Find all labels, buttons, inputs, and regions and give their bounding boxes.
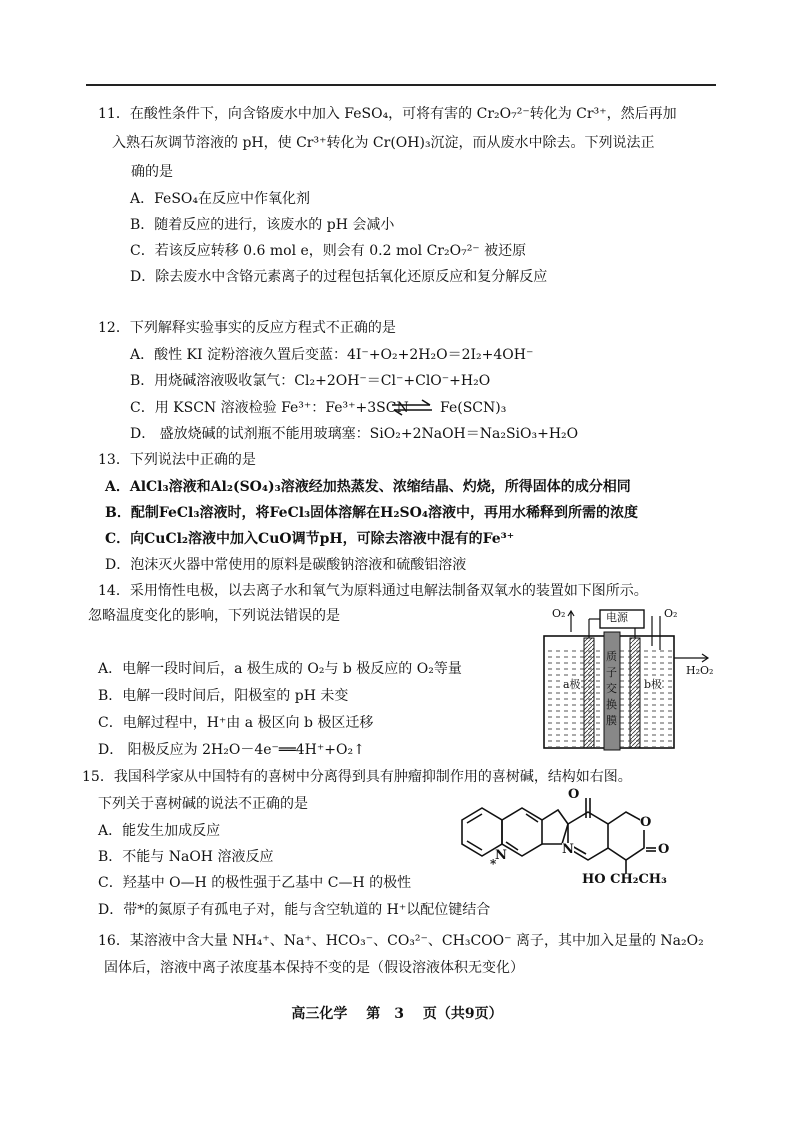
q11-stem-line1: 11．在酸性条件下，向含铬废水中加入 FeSO₄，可将有害的 Cr₂O₇²⁻转化为 Cr³⁺，然后再加: [98, 106, 677, 122]
q12-option-a: A．酸性 KI 淀粉溶液久置后变蓝：4I⁻+O₂+2H₂O＝2I₂+4OH⁻: [130, 347, 534, 363]
q12-option-d: D． 盛放烧碱的试剂瓶不能用玻璃塞：SiO₂+2NaOH＝Na₂SiO₃+H₂O: [130, 426, 579, 442]
structure-n-star: N: [495, 848, 507, 863]
q15-stem-line1: 15．我国科学家从中国特有的喜树中分离得到具有肿瘤抑制作用的喜树碱，结构如右图。: [82, 769, 632, 785]
structure-o-top: O: [568, 787, 580, 802]
membrane-char-3: 交: [606, 682, 617, 695]
b-pole-label: b极: [644, 678, 663, 691]
q13-stem: 13．下列说法中正确的是: [98, 452, 256, 468]
q15-option-c: C．羟基中 O—H 的极性强于乙基中 C—H 的极性: [98, 875, 412, 891]
structure-n-mid: N: [562, 842, 574, 857]
q16-stem-line2: 固体后，溶液中离子浓度基本保持不变的是（假设溶液体积无变化）: [104, 960, 524, 976]
o2-left-label: O₂: [552, 607, 566, 620]
q13-option-c: C．向CuCl₂溶液中加入CuO调节pH，可除去溶液中混有的Fe³⁺: [105, 531, 515, 547]
q12-option-c-left: C．用 KSCN 溶液检验 Fe³⁺：Fe³⁺+3SCN⁻: [130, 400, 417, 416]
q11-option-b: B．随着反应的进行，该废水的 pH 会减小: [130, 217, 395, 233]
membrane-char-1: 质: [606, 650, 617, 663]
structure-oh-ethyl: HO CH₂CH₃: [582, 872, 667, 887]
q11-stem-line3: 确的是: [131, 164, 173, 180]
q15-option-d: D．带*的氮原子有孤电子对，能与含空轨道的 H⁺以配位键结合: [98, 902, 491, 918]
q13-option-d: D．泡沫灭火器中常使用的原料是碳酸钠溶液和硫酸铝溶液: [105, 557, 467, 573]
membrane-char-2: 子: [606, 666, 617, 679]
q14-option-b: B．电解一段时间后，阳极室的 pH 未变: [98, 688, 349, 704]
q15-option-b: B．不能与 NaOH 溶液反应: [98, 849, 274, 865]
structure-o-right: O: [658, 842, 670, 857]
o2-right-label: O₂: [664, 607, 678, 620]
structure-o-ring: O: [640, 815, 652, 830]
power-supply-label: 电源: [606, 611, 628, 624]
h2o2-label: H₂O₂: [686, 664, 714, 677]
header-rule: [86, 84, 716, 86]
membrane-char-5: 膜: [606, 714, 617, 727]
page-footer: 高三化学 第 3 页（共9页）: [291, 1006, 503, 1022]
q13-option-b: B．配制FeCl₃溶液时，将FeCl₃固体溶解在H₂SO₄溶液中，再用水稀释到所需的浓度: [105, 505, 638, 521]
q14-option-d: D． 阳极反应为 2H₂O－4e⁻══4H⁺+O₂↑: [98, 742, 365, 758]
q12-option-b: B．用烧碱溶液吸收氯气：Cl₂+2OH⁻＝Cl⁻+ClO⁻+H₂O: [130, 373, 491, 389]
membrane-char-4: 换: [606, 698, 617, 711]
q14-option-a: A．电解一段时间后，a 极生成的 O₂与 b 极反应的 O₂等量: [98, 661, 462, 677]
q12-option-c-right: Fe(SCN)₃: [440, 400, 507, 416]
q11-stem-line2: 入熟石灰调节溶液的 pH，使 Cr³⁺转化为 Cr(OH)₃沉淀，而从废水中除去。下列说法正: [112, 135, 655, 151]
q11-option-c: C．若该反应转移 0.6 mol e，则会有 0.2 mol Cr₂O₇²⁻ 被还原: [130, 243, 527, 259]
q11-option-d: D．除去废水中含铬元素离子的过程包括氧化还原反应和复分解反应: [130, 269, 548, 285]
q15-option-a: A．能发生加成反应: [98, 823, 221, 839]
q14-stem-line1: 14．采用惰性电极，以去离子水和氧气为原料通过电解法制备双氧水的装置如下图所示。: [98, 583, 648, 599]
q14-stem-line2: 忽略温度变化的影响，下列说法错误的是: [88, 608, 340, 624]
q15-stem-line2: 下列关于喜树碱的说法不正确的是: [98, 796, 308, 812]
q16-stem-line1: 16．某溶液中含大量 NH₄⁺、Na⁺、HCO₃⁻、CO₃²⁻、CH₃COO⁻ 离子，其中加入足量的 Na₂O₂: [98, 933, 704, 949]
equilibrium-arrow-icon: [388, 397, 436, 419]
structure-star-mark: *: [490, 857, 497, 871]
q12-stem: 12．下列解释实验事实的反应方程式不正确的是: [98, 320, 396, 336]
q13-option-a: A．AlCl₃溶液和Al₂(SO₄)₃溶液经加热蒸发、浓缩结晶、灼烧，所得固体的成分相同: [105, 479, 631, 495]
a-pole-label: a极: [563, 678, 581, 691]
q14-option-c: C．电解过程中，H⁺由 a 极区向 b 极区迁移: [98, 715, 374, 731]
q11-option-a: A．FeSO₄在反应中作氧化剂: [130, 191, 311, 207]
